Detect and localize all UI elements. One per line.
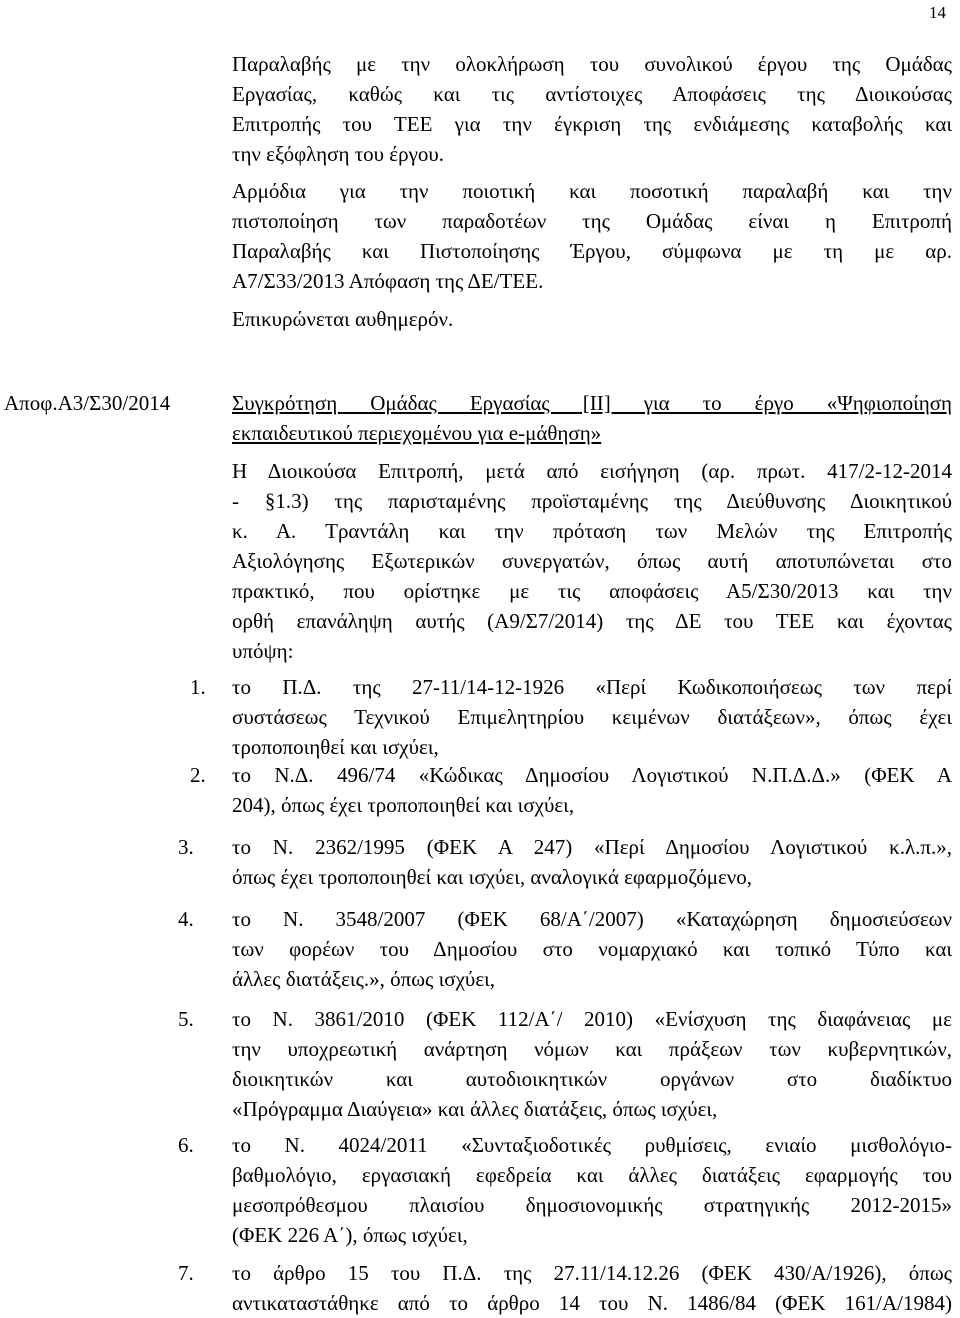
text-line: - §1.3) της παρισταμένης προϊσταμένης της Διεύθυνσης Διοικητικού	[232, 489, 952, 513]
paragraph-certification-committee	[232, 176, 952, 296]
text-line: το Ν. 3548/2007 (ΦΕΚ 68/Α΄/2007) «Καταχώρηση δημοσιεύσεων	[232, 907, 952, 931]
text-line: Παραλαβής με την ολοκλήρωση του συνολικού έργου της Ομάδας	[232, 52, 952, 76]
list-item-text	[232, 1130, 952, 1250]
text-line: αντικαταστάθηκε από το άρθρο 14 του Ν. 1486/84 (ΦΕΚ 161/Α/1984)	[232, 1291, 952, 1315]
list-item-text	[232, 672, 952, 762]
text-line: το Ν. 3861/2010 (ΦΕΚ 112/Α΄/ 2010) «Ενίσχυση της διαφάνειας με	[232, 1007, 952, 1031]
text-line: κ. Α. Τραντάλη και την πρόταση των Μελών της Επιτροπής	[232, 519, 952, 543]
text-line: ορθή επανάληψη αυτής (Α9/Σ7/2014) της ΔΕ του ΤΕΕ και έχοντας	[232, 609, 952, 633]
text-line: πρακτικό, που ορίστηκε με τις αποφάσεις Α5/Σ30/2013 και την	[232, 579, 952, 603]
text-line: μεσοπρόθεσμου πλαισίου δημοσιονομικής στρατηγικής 2012-2015»	[232, 1193, 952, 1217]
list-item-number: 1.	[190, 675, 206, 699]
text-line: συστάσεως Τεχνικού Επιμελητηρίου κειμένων διατάξεων», όπως έχει	[232, 705, 952, 729]
text-line: το άρθρο 15 του Π.Δ. της 27.11/14.12.26 (ΦΕΚ 430/Α/1926), όπως	[232, 1261, 952, 1285]
list-item-text	[232, 1258, 952, 1318]
paragraph-board-decision	[232, 456, 952, 666]
text-line: υπόψη:	[232, 639, 294, 663]
text-line: άλλες διατάξεις.», όπως ισχύει,	[232, 967, 496, 991]
paragraph-receipt-completion	[232, 49, 952, 169]
text-line: το Ν.Δ. 496/74 «Κώδικας Δημοσίου Λογιστικού Ν.Π.Δ.Δ.» (ΦΕΚ Α	[232, 763, 952, 787]
text-line: την εξόφληση του έργου.	[232, 142, 445, 166]
list-item-number: 7.	[178, 1261, 194, 1285]
decision-code: Αποφ.Α3/Σ30/2014	[4, 391, 171, 415]
text-line: Επιτροπής του ΤΕΕ για την έγκριση της ενδιάμεσης καταβολής και	[232, 112, 952, 136]
text-line: την υποχρεωτική ανάρτηση νόμων και πράξεων των κυβερνητικών,	[232, 1037, 952, 1061]
decision-title	[232, 388, 952, 448]
list-item-number: 6.	[178, 1133, 194, 1157]
list-item-text	[232, 904, 952, 994]
text-line: Εργασίας, καθώς και τις αντίστοιχες Αποφάσεις της Διοικούσας	[232, 82, 952, 106]
list-item-text	[232, 832, 952, 892]
list-item-number: 4.	[178, 907, 194, 931]
text-line: Η Διοικούσα Επιτροπή, μετά από εισήγηση (αρ. πρωτ. 417/2-12-2014	[232, 459, 952, 483]
text-line: το Ν. 2362/1995 (ΦΕΚ Α 247) «Περί Δημοσίου Λογιστικού κ.λ.π.»,	[232, 835, 952, 859]
text-line: των φορέων του Δημοσίου στο νομαρχιακό και τοπικό Τύπο και	[232, 937, 952, 961]
text-line: διοικητικών και αυτοδιοικητικών οργάνων στο διαδίκτυο	[232, 1067, 952, 1091]
list-item-number: 2.	[190, 763, 206, 787]
text-line: Αξιολόγησης Εξωτερικών συνεργατών, όπως αυτή αποτυπώνεται στο	[232, 549, 952, 573]
text-line: Αρμόδια για την ποιοτική και ποσοτική παραλαβή και την	[232, 179, 952, 203]
text-line: «Πρόγραμμα Διαύγεια» και άλλες διατάξεις, όπως ισχύει,	[232, 1097, 718, 1121]
list-item-text	[232, 760, 952, 820]
text-line: τροποποιηθεί και ισχύει,	[232, 735, 439, 759]
text-line: Α7/Σ33/2013 Απόφαση της ΔΕ/ΤΕΕ.	[232, 269, 544, 293]
text-line: Παραλαβής και Πιστοποίησης Έργου, σύμφωνα με τη με αρ.	[232, 239, 952, 263]
list-item-text	[232, 1004, 952, 1124]
text-line: όπως έχει τροποποιηθεί και ισχύει, αναλογικά εφαρμοζόμενο,	[232, 865, 753, 889]
text-line: πιστοποίηση των παραδοτέων της Ομάδας είναι η Επιτροπή	[232, 209, 952, 233]
title-line: Συγκρότηση Ομάδας Εργασίας [ΙΙ] για το έργο «Ψηφιοποίηση	[232, 391, 952, 415]
text-line: βαθμολόγιο, εργασιακή εφεδρεία και άλλες διατάξεις εφαρμογής του	[232, 1163, 952, 1187]
page-number: 14	[929, 3, 946, 22]
text-line: το Ν. 4024/2011 «Συνταξιοδοτικές ρυθμίσεις, ενιαίο μισθολόγιο-	[232, 1133, 952, 1157]
paragraph-ratification: Επικυρώνεται αυθημερόν.	[232, 307, 454, 331]
list-item-number: 3.	[178, 835, 194, 859]
list-item-number: 5.	[178, 1007, 194, 1031]
text-line: το Π.Δ. της 27-11/14-12-1926 «Περί Κωδικοποιήσεως των περί	[232, 675, 952, 699]
text-line: 204), όπως έχει τροποποιηθεί και ισχύει,	[232, 793, 575, 817]
title-line: εκπαιδευτικού περιεχομένου για e-μάθηση»	[232, 421, 602, 445]
text-line: (ΦΕΚ 226 Α΄), όπως ισχύει,	[232, 1223, 468, 1247]
